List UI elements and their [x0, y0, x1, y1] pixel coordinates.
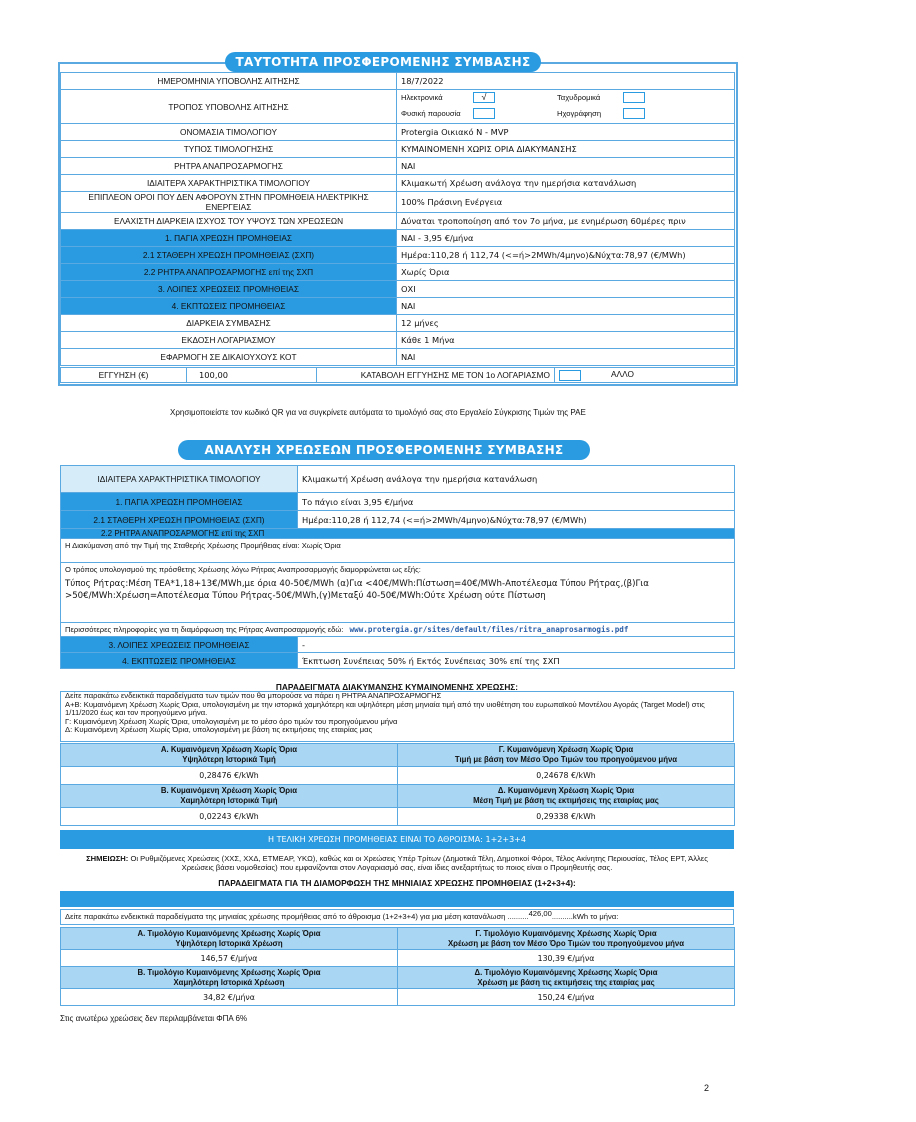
guarantee-payment-label: ΚΑΤΑΒΟΛΗ ΕΓΓΥΗΣΗΣ ΜΕ ΤΟΝ 1ο ΛΟΓΑΡΙΑΣΜΟ	[360, 370, 550, 380]
clause-header	[61, 529, 735, 539]
row-value: 100% Πράσινη Ενέργεια	[397, 192, 735, 213]
fluctuation-text: Η Διακύμανση από την Τιμή της Σταθερής Χρέωσης Προμήθειας είναι: Χωρίς Όρια	[61, 539, 735, 563]
final-charge-banner: Η ΤΕΛΙΚΗ ΧΡΕΩΣΗ ΠΡΟΜΗΘΕΙΑΣ ΕΙΝΑΙ ΤΟ ΑΘΡΟΙΣΜΑ: 1+2+3+4	[60, 830, 734, 849]
clause-pdf-link[interactable]: www.protergia.gr/sites/default/files/ritra_anaprosarmogis.pdf	[349, 625, 629, 634]
row-label: ΕΛΑΧΙΣΤΗ ΔΙΑΡΚΕΙΑ ΙΣΧΥΟΣ ΤΟΥ ΥΨΟΥΣ ΤΩΝ ΧΡΕΩΣΕΩΝ	[61, 213, 397, 230]
payment-checkbox[interactable]	[559, 370, 581, 381]
discounts-value: Έκπτωση Συνέπειας 50% ή Εκτός Συνέπειας 30% επί της ΣΧΠ	[298, 653, 735, 669]
examples-line: Δ: Κυμαινόμενη Χρέωση Χωρίς Όρια, υπολογισμένη με βάση τις εκτιμήσεις της εταιρίας μας	[65, 725, 373, 734]
example-d-subtitle: Μέση Τιμή με βάση τις εκτιμήσεις της εταιρίας μας	[473, 796, 659, 805]
monthly-d-subtitle: Χρέωση με βάση τις εκτιμήσεις της εταιρίας μας	[477, 977, 655, 987]
row-value: Ημέρα:110,28 ή 112,74 (<=ή>2MWh/4μηνο)&Νύχτα:78,97 (€/MWh)	[397, 247, 735, 264]
row-label: ΕΠΙΠΛΕΟΝ ΟΡΟΙ ΠΟΥ ΔΕΝ ΑΦΟΡΟΥΝ ΣΤΗΝ ΠΡΟΜΗΘΕΙΑ ΗΛΕΚΤΡΙΚΗΣ ΕΝΕΡΓΕΙΑΣ	[61, 192, 397, 213]
qr-note: Χρησιμοποιείστε τον κωδικό QR για να συγκρίνετε αυτόματα το τιμολόγιό σας στο Εργαλείο Σύγκρισης Τιμών της ΡΑΕ	[170, 408, 586, 417]
more-info-text: Περισσότερες πληροφορίες για τη διαμόρφωση της Ρήτρας Αναπροσαρμογής εδώ:	[65, 625, 344, 634]
example-a-subtitle: Υψηλότερη Ιστορικά Τιμή	[182, 755, 276, 764]
discounts-label: 4. ΕΚΠΤΩΣΕΙΣ ΠΡΟΜΗΘΕΙΑΣ	[61, 653, 298, 669]
features-label: ΙΔΙΑΙΤΕΡΑ ΧΑΡΑΚΤΗΡΙΣΤΙΚΑ ΤΙΜΟΛΟΓΙΟΥ	[61, 466, 298, 493]
monthly-intro	[60, 909, 734, 925]
features-value: Κλιμακωτή Χρέωση ανάλογα την ημερήσια κατανάλωση	[298, 466, 735, 493]
final-note	[70, 854, 724, 872]
other-charges-label: 3. ΛΟΙΠΕΣ ΧΡΕΩΣΕΙΣ ΠΡΟΜΗΘΕΙΑΣ	[61, 637, 298, 653]
monthly-g-subtitle: Χρέωση με βάση τον Μέσο Όρο Τιμών του προηγούμενου μήνα	[447, 938, 685, 948]
guarantee-other	[555, 368, 735, 383]
row-label: ΤΡΟΠΟΣ ΥΠΟΒΟΛΗΣ ΑΙΤΗΣΗΣ	[61, 90, 397, 124]
row-label: 4. ΕΚΠΤΩΣΕΙΣ ΠΡΟΜΗΘΕΙΑΣ	[61, 298, 397, 315]
page-number: 2	[704, 1083, 710, 1093]
electronic-checkbox[interactable]: √	[473, 92, 495, 103]
row-value: Protergia Οικιακό Ν - MVP	[397, 124, 735, 141]
section1-title: ΤΑΥΤΟΤΗΤΑ ΠΡΟΣΦΕΡΟΜΕΝΗΣ ΣΥΜΒΑΣΗΣ	[225, 52, 541, 72]
examples-intro-box	[60, 691, 734, 742]
guarantee-payment	[317, 368, 555, 383]
price-examples-table	[60, 743, 735, 826]
row-label: ΔΙΑΡΚΕΙΑ ΣΥΜΒΑΣΗΣ	[61, 315, 397, 332]
guarantee-other-label: ΑΛΛΟ	[611, 369, 634, 380]
row-value: Κλιμακωτή Χρέωση ανάλογα την ημερήσια κατανάλωση	[397, 175, 735, 192]
row-label: 2.1 ΣΤΑΘΕΡΗ ΧΡΕΩΣΗ ΠΡΟΜΗΘΕΙΑΣ (ΣΧΠ)	[61, 247, 397, 264]
monthly-b-value: 34,82 €/μήνα	[61, 989, 398, 1006]
example-g-title: Γ. Κυμαινόμενη Χρέωση Χωρίς Όρια	[498, 745, 634, 754]
submission-methods	[397, 90, 735, 124]
monthly-a-value: 146,57 €/μήνα	[61, 950, 398, 967]
submission-electronic-label: Ηλεκτρονικά	[401, 93, 443, 102]
stable-label: 2.1 ΣΤΑΘΕΡΗ ΧΡΕΩΣΗ ΠΡΟΜΗΘΕΙΑΣ (ΣΧΠ)	[61, 511, 298, 529]
row-label: 3. ΛΟΙΠΕΣ ΧΡΕΩΣΕΙΣ ΠΡΟΜΗΘΕΙΑΣ	[61, 281, 397, 298]
submission-physical-label: Φυσική παρουσία	[401, 109, 461, 118]
monthly-a-subtitle: Υψηλότερη Ιστορικά Χρέωση	[175, 938, 283, 948]
row-value: 12 μήνες	[397, 315, 735, 332]
example-b-value: 0,02243 €/kWh	[61, 808, 398, 826]
monthly-intro-a: Δείτε παρακάτω ενδεικτικά παραδείγματα της μηνιαίας χρέωσης προμήθειας από το άθροισμα (1+2+3+4) για μια μέση κατανάλωση ..........	[65, 912, 529, 921]
row-label: ΙΔΙΑΙΤΕΡΑ ΧΑΡΑΚΤΗΡΙΣΤΙΚΑ ΤΙΜΟΛΟΓΙΟΥ	[61, 175, 397, 192]
example-d-title: Δ. Κυμαινόμενη Χρέωση Χωρίς Όρια	[497, 786, 635, 795]
examples-title: ΠΑΡΑΔΕΙΓΜΑΤΑ ΔΙΑΚΥΜΑΝΣΗΣ ΚΥΜΑΙΝΟΜΕΝΗΣ ΧΡΕΩΣΗΣ:	[275, 682, 519, 692]
monthly-examples-table	[60, 927, 735, 1006]
monthly-b-subtitle: Χαμηλότερη Ιστορικά Χρέωση	[173, 977, 285, 987]
example-a-header	[61, 744, 398, 767]
row-value: ΟΧΙ	[397, 281, 735, 298]
example-b-title: Β. Κυμαινόμενη Χρέωση Χωρίς Όρια	[160, 786, 298, 795]
example-a-value: 0,28476 €/kWh	[61, 767, 398, 785]
submission-postal-label: Ταχυδρομικά	[557, 93, 601, 102]
final-note-label: ΣΗΜΕΙΩΣΗ:	[86, 854, 129, 863]
row-label: 2.2 ΡΗΤΡΑ ΑΝΑΠΡΟΣΑΡΜΟΓΗΣ επί της ΣΧΠ	[61, 264, 397, 281]
clause-label: 2.2 ΡΗΤΡΑ ΑΝΑΠΡΟΣΑΡΜΟΓΗΣ επί της ΣΧΠ	[101, 529, 265, 538]
guarantee-value: 100,00	[187, 368, 317, 383]
monthly-g-title: Γ. Τιμολόγιο Κυμαινόμενης Χρέωσης Χωρίς Όρια	[475, 928, 657, 938]
example-g-subtitle: Τιμή με βάση τον Μέσο Όρο Τιμών του προηγούμενου μήνα	[454, 755, 678, 764]
row-value: 18/7/2022	[397, 73, 735, 90]
example-d-value: 0,29338 €/kWh	[398, 808, 735, 826]
monthly-intro-b: ..........kWh το μήνα:	[551, 912, 619, 921]
fixed-value: Το πάγιο είναι 3,95 €/μήνα	[298, 493, 735, 511]
monthly-g-value: 130,39 €/μήνα	[398, 950, 735, 967]
monthly-b-header	[61, 967, 398, 989]
stable-value: Ημέρα:110,28 ή 112,74 (<=ή>2MWh/4μηνο)&Νύχτα:78,97 (€/MWh)	[298, 511, 735, 529]
monthly-g-header	[398, 928, 735, 950]
charges-analysis-table	[60, 465, 735, 669]
row-label: 1. ΠΑΓΙΑ ΧΡΕΩΣΗ ΠΡΟΜΗΘΕΙΑΣ	[61, 230, 397, 247]
row-value: Χωρίς Όρια	[397, 264, 735, 281]
final-note-text: Οι Ρυθμιζόμενες Χρεώσεις (ΧΧΣ, ΧΧΔ, ΕΤΜΕΑΡ, ΥΚΩ), καθώς και οι Χρεώσεις Υπέρ Τρίτων (Δημοτικά Τέλη, Δημοτικοί Φόροι, Τέλος Ακίνητης Περιουσίας, Τέλος ΕΡΤ, Άλλες Χρεώσεις βάσει νομοθεσίας) που εμφανίζονται στον Λογαριασμό σας, είναι ίδιες ανεξαρτήτως το ποιος είναι ο Προμηθευτής σας.	[130, 854, 708, 872]
example-b-subtitle: Χαμηλότερη Ιστορικά Τιμή	[180, 796, 278, 805]
example-b-header	[61, 785, 398, 808]
fixed-label: 1. ΠΑΓΙΑ ΧΡΕΩΣΗ ΠΡΟΜΗΘΕΙΑΣ	[61, 493, 298, 511]
example-g-header	[398, 744, 735, 767]
monthly-a-title: Α. Τιμολόγιο Κυμαινόμενης Χρέωσης Χωρίς Όρια	[137, 928, 321, 938]
row-label: ΕΦΑΡΜΟΓΗ ΣΕ ΔΙΚΑΙΟΥΧΟΥΣ ΚΟΤ	[61, 349, 397, 366]
examples-line: Δείτε παρακάτω ενδεικτικά παραδείγματα των τιμών που θα μπορούσε να πάρει η ΡΗΤΡΑ ΑΝΑΠΡΟΣΑΡΜΟΓΗΣ	[65, 691, 442, 700]
row-value: Δύναται τροποποίηση από τον 7ο μήνα, με ενημέρωση 60μέρες πριν	[397, 213, 735, 230]
row-label: ΡΗΤΡΑ ΑΝΑΠΡΟΣΑΡΜΟΓΗΣ	[61, 158, 397, 175]
example-g-value: 0,24678 €/kWh	[398, 767, 735, 785]
row-label: ΕΚΔΟΣΗ ΛΟΓΑΡΙΑΣΜΟΥ	[61, 332, 397, 349]
row-value: ΝΑΙ	[397, 158, 735, 175]
row-value: Κάθε 1 Μήνα	[397, 332, 735, 349]
vat-note: Στις ανωτέρω χρεώσεις δεν περιλαμβάνεται ΦΠΑ 6%	[60, 1014, 248, 1023]
examples-line: Γ: Κυμαινόμενη Χρέωση Χωρίς Όρια, υπολογισμένη με το μέσο όρο τιμών του προηγούμενου μήνα	[65, 716, 398, 726]
monthly-kwh: 426,00	[528, 909, 552, 918]
guarantee-row	[60, 367, 735, 383]
monthly-blue-bar	[60, 891, 734, 907]
example-d-header	[398, 785, 735, 808]
physical-checkbox[interactable]	[473, 108, 495, 119]
audio-checkbox[interactable]	[623, 108, 645, 119]
row-value: ΝΑΙ - 3,95 €/μήνα	[397, 230, 735, 247]
row-label: ΤΥΠΟΣ ΤΙΜΟΛΟΓΗΣΗΣ	[61, 141, 397, 158]
contract-identity-table	[60, 72, 735, 366]
example-a-title: Α. Κυμαινόμενη Χρέωση Χωρίς Όρια	[160, 745, 298, 754]
row-label: ΟΝΟΜΑΣΙΑ ΤΙΜΟΛΟΓΙΟΥ	[61, 124, 397, 141]
monthly-d-header	[398, 967, 735, 989]
row-value: ΝΑΙ	[397, 349, 735, 366]
section2-title: ΑΝΑΛΥΣΗ ΧΡΕΩΣΕΩΝ ΠΡΟΣΦΕΡΟΜΕΝΗΣ ΣΥΜΒΑΣΗΣ	[178, 440, 590, 460]
monthly-d-title: Δ. Τιμολόγιο Κυμαινόμενης Χρέωσης Χωρίς Όρια	[474, 967, 658, 977]
examples-line: Α+Β: Κυμαινόμενη Χρέωση Χωρίς Όρια, υπολογισμένη με την ιστορικά χαμηλότερη και υψηλότερη μέση μηνιαία τιμή από την υιοθέτηση του ευρωπαϊκού Μοντέλου Αγοράς (Target Model) στις 1/11/2020 έως και τον προηγούμενο μήνα.	[65, 699, 705, 717]
row-value: ΝΑΙ	[397, 298, 735, 315]
other-charges-value: -	[298, 637, 735, 653]
monthly-examples-title: ΠΑΡΑΔΕΙΓΜΑΤΑ ΓΙΑ ΤΗ ΔΙΑΜΟΡΦΩΣΗ ΤΗΣ ΜΗΝΙΑΙΑΣ ΧΡΕΩΣΗΣ ΠΡΟΜΗΘΕΙΑΣ (1+2+3+4):	[218, 878, 576, 888]
method-formula: Τύπος Ρήτρας:Μέση ΤΕΑ*1,18+13€/MWh,με όρια 40-50€/MWh (α)Για <40€/MWh:Πίστωση=40€/MWh-Αποτέλεσμα Τύπου Ρήτρας,(β)Για >50€/MWh:Χρέωση=Αποτέλεσμα Τύπου Ρήτρας-50€/MWh,(γ)Μεταξύ 40-50€/MWh:Ούτε Χρέωση ούτε Πίστωση	[65, 579, 649, 601]
monthly-d-value: 150,24 €/μήνα	[398, 989, 735, 1006]
guarantee-label: ΕΓΓΥΗΣΗ (€)	[61, 368, 187, 383]
postal-checkbox[interactable]	[623, 92, 645, 103]
method-block	[61, 563, 735, 623]
row-value: ΚΥΜΑΙΝΟΜΕΝΗ ΧΩΡΙΣ ΟΡΙΑ ΔΙΑΚΥΜΑΝΣΗΣ	[397, 141, 735, 158]
monthly-b-title: Β. Τιμολόγιο Κυμαινόμενης Χρέωσης Χωρίς Όρια	[137, 967, 321, 977]
method-intro: Ο τρόπος υπολογισμού της πρόσθετης Χρέωσης λόγω Ρήτρας Αναπροσαρμογής διαμορφώνεται ως εξής:	[65, 565, 421, 574]
monthly-a-header	[61, 928, 398, 950]
row-label: ΗΜΕΡΟΜΗΝΙΑ ΥΠΟΒΟΛΗΣ ΑΙΤΗΣΗΣ	[61, 73, 397, 90]
submission-audio-label: Ηχογράφηση	[557, 109, 602, 118]
more-info-row	[61, 623, 735, 637]
